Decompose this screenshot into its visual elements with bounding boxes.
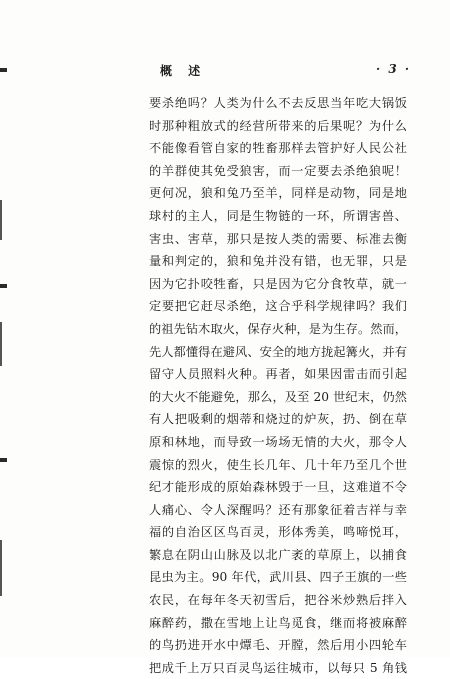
binding-mark — [0, 284, 7, 288]
binding-edge — [0, 322, 2, 366]
text-line: 震惊的烈火，使生长几年、几十年乃至几个世 — [149, 457, 407, 472]
text-line: 的羊群使其免受狼害，而一定要去杀绝狼呢！ — [149, 163, 407, 178]
text-line: 留守人员照料火种。再者，如果因雷击而引起 — [149, 367, 407, 382]
text-line: 福的自治区区鸟百灵，形体秀美，鸣啼悦耳， — [149, 525, 407, 540]
text-line: 有人把吸剩的烟蒂和烧过的炉灰，扔、倒在草 — [149, 412, 407, 427]
text-line: 纪才能形成的原始森林毁于一旦，这难道不令 — [149, 480, 407, 495]
text-line: 农民，在每年冬天初雪后，把谷米炒熟后拌入 — [149, 593, 407, 608]
text-line: 麻醉药，撒在雪地上让鸟觅食，继而将被麻醉 — [149, 615, 407, 630]
text-line: 害虫、害草，那只是按人类的需要、标准去衡 — [149, 231, 407, 246]
text-line: 球村的主人，同是生物链的一环，所谓害兽、 — [149, 208, 407, 223]
text-line: 昆虫为主。90 年代，武川县、四子王旗的一些 — [149, 570, 407, 585]
body-text — [149, 92, 407, 679]
text-line: 人痛心、令人深醒吗？还有那象征着吉祥与幸 — [149, 502, 407, 517]
text-line: 的鸟扔进开水中燂毛、开膛，然后用小四轮车 — [149, 638, 407, 653]
running-title: 概 述 — [160, 64, 207, 78]
text-line: 不能像看管自家的牲畜那样去管护好人民公社 — [149, 141, 407, 156]
binding-mark — [0, 458, 7, 462]
binding-edge — [0, 200, 2, 240]
text-line: 因为它扑咬牲畜，只是因为它分食牧草，就一 — [149, 276, 407, 291]
text-line: 的祖先钻木取火，保存火种，是为生存。然而， — [149, 321, 407, 336]
binding-mark — [0, 68, 7, 72]
page-number: · 3 · — [376, 62, 412, 76]
text-line: 把成千上万只百灵鸟运往城市，以每只 5 角钱 — [149, 660, 407, 675]
text-line: 先人都懂得在避风、安全的地方拢起篝火，并有 — [149, 344, 407, 359]
text-line: 繁息在阴山山脉及以北广袤的草原上，以捕食 — [149, 547, 407, 562]
text-line: 更何况，狼和兔乃至羊，同样是动物，同是地 — [149, 186, 407, 201]
text-line: 量和判定的，狼和兔并没有错，也无罪，只是 — [149, 254, 407, 269]
text-line: 的大火不能避免，那么，及至 20 世纪末，仍然 — [149, 389, 407, 404]
text-line: 要杀绝吗？人类为什么不去反思当年吃大锅饭 — [149, 96, 407, 110]
binding-edge — [0, 540, 2, 596]
text-line: 定要把它赶尽杀绝，这合乎科学规律吗？我们 — [149, 299, 407, 314]
text-line: 原和林地，而导致一场场无情的大火，那令人 — [149, 434, 407, 449]
text-line: 时那种粗放式的经营所带来的后果呢？为什么 — [149, 118, 407, 133]
